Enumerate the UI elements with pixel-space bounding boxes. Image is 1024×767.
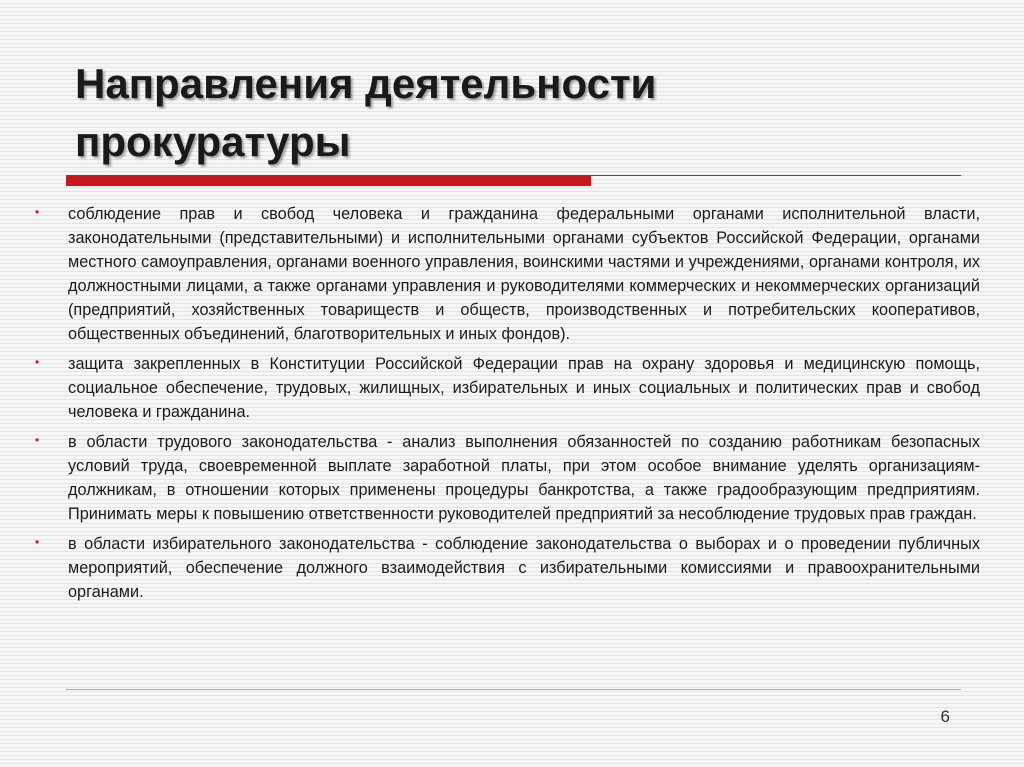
bullet-marker-icon: • [35, 535, 40, 549]
bullet-item [35, 532, 980, 604]
bullet-marker-icon: • [35, 433, 40, 447]
title-underline-thick [66, 175, 591, 186]
bullet-text: в области трудового законодательства - анализ выполнения обязанностей по созданию работникам безопасных условий труда, своевременной выплате заработной платы, при этом особое внимание уделять организациям-должникам, в отношении которых применены процедуры банкротства, а также градообразующим предприятиям. Принимать меры к повышению ответственности руководителей предприятий за несоблюдение трудовых прав граждан. [68, 433, 980, 523]
bullet-text: соблюдение прав и свобод человека и гражданина федеральными органами исполнительной власти, законодательными (представительными) и исполнительными органами субъектов Российской Федерации, органами местного самоуправления, органами военного управления, воинскими частями и учреждениями, органами контроля, их должностными лицами, а также органами управления и руководителями коммерческих и некоммерческих организаций (предприятий, хозяйственных товариществ и обществ, производственных и потребительских кооперативов, общественных объединений, благотворительных и иных фондов). [68, 205, 980, 343]
bullet-item [35, 430, 980, 526]
bullet-marker-icon: • [35, 205, 40, 219]
footer-divider [66, 689, 961, 690]
bullet-marker-icon: • [35, 355, 40, 369]
title-underline-thin [591, 175, 961, 176]
bullet-item [35, 352, 980, 424]
slide-title: Направления деятельности прокуратуры [75, 60, 657, 165]
bullet-text: в области избирательного законодательства - соблюдение законодательства о выборах и о проведении публичных мероприятий, обеспечение должного взаимодействия с избирательными комиссиями и правоохранительными органами. [68, 535, 980, 601]
bullet-text: защита закрепленных в Конституции Российской Федерации прав на охрану здоровья и медицинскую помощь, социальное обеспечение, трудовых, жилищных, избирательных и иных социальных и политических прав и свобод человека и гражданина. [68, 355, 980, 421]
page-number: 6 [940, 707, 950, 726]
bullet-item [35, 202, 980, 346]
bullet-list [35, 202, 980, 610]
